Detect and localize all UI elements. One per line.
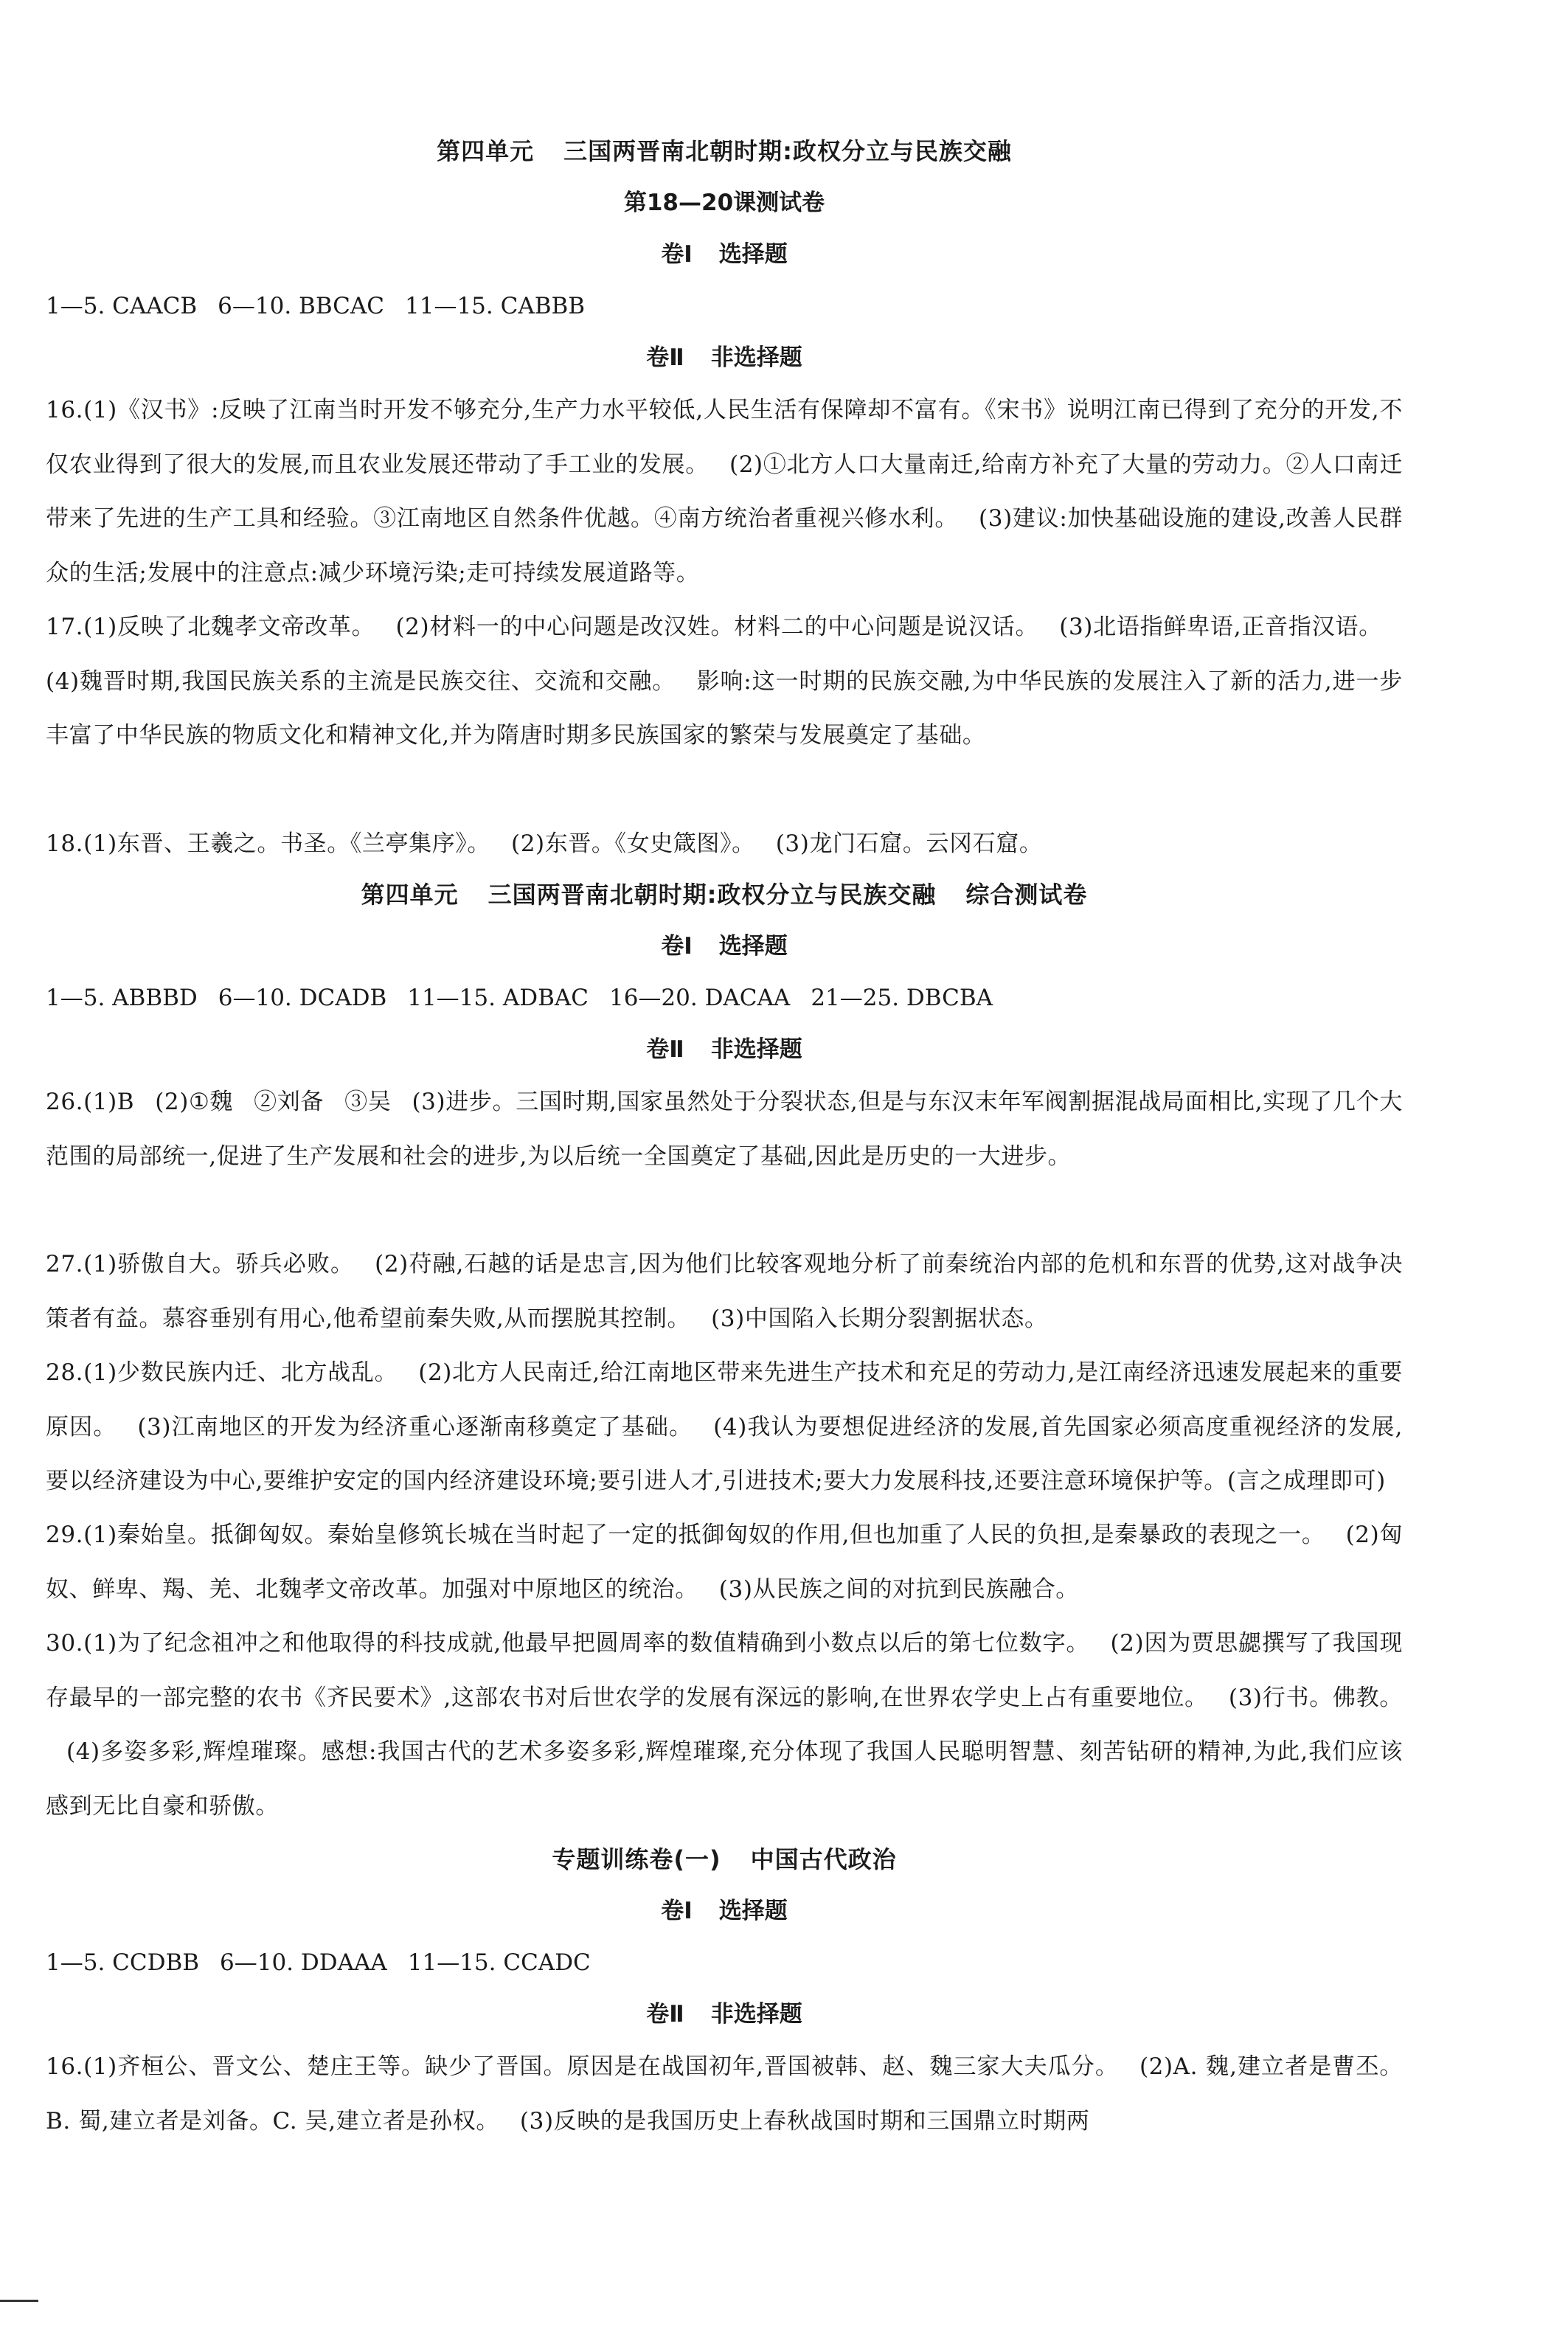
answer-text: 27.(1)骄傲自大。骄兵必败。 (46, 1251, 355, 1277)
answer-group: 11—15. CABBB (405, 293, 586, 319)
paper-title: 专题训练卷(一) (552, 1845, 721, 1873)
answer-text: 28.(1)少数民族内迁、北方战乱。 (46, 1359, 398, 1386)
choice-answers (46, 1937, 1403, 1988)
part-name: 非选择题 (710, 2001, 802, 2028)
answer-group: 1—5. CAACB (46, 293, 198, 319)
answer-text: 影响:这一时期的民族交融,为中华民族的发展注入了新的活力,进一步丰富了中华民族的物质文化和精神文化,并为隋唐时期多民族国家的繁荣与发展奠定了基础。 (46, 667, 1403, 749)
part2-heading (46, 1024, 1403, 1075)
part1-heading (46, 1885, 1403, 1937)
question-26 (46, 1075, 1403, 1238)
paper-title: 第18—20课测试卷 (623, 190, 825, 216)
answer-text: (2)材料一的中心问题是改汉姓。材料二的中心问题是说汉话。 (395, 614, 1039, 640)
answer-group: 6—10. DCADB (218, 985, 387, 1011)
answer-text: (2)北方人民南迁,给江南地区带来先进生产技术和充足的劳动力,是江南经济迅速发展起来的重要原因。 (46, 1359, 1403, 1440)
answer-text: (3)建议:加快基础设施的建设,改善人民群众的生活;发展中的注意点:减少环境污染;走可持续发展道路等。 (46, 505, 1403, 586)
answer-text: 18.(1)东晋、王羲之。书圣。《兰亭集序》。 (46, 830, 491, 857)
part-name: 选择题 (718, 1898, 788, 1924)
unit-title: 三国两晋南北朝时期:政权分立与民族交融 (488, 881, 937, 909)
answer-text: (2)苻融,石越的话是忠言,因为他们比较客观地分析了前秦统治内部的危机和东晋的优势,这对战争决策者有益。慕容垂别有用心,他希望前秦失败,从而摆脱其控制。 (46, 1251, 1404, 1332)
answer-text: (2)①北方人口大量南迁,给南方补充了大量的劳动力。②人口南迁带来了先进的生产工具和经验。③江南地区自然条件优越。④南方统治者重视兴修水利。 (46, 451, 1403, 532)
part1-heading (46, 920, 1403, 972)
answer-group: 6—10. DDAAA (220, 1949, 387, 1976)
topic-title: 中国古代政治 (750, 1845, 897, 1873)
answer-group: 11—15. ADBAC (407, 985, 589, 1011)
answer-group: 6—10. BBCAC (218, 293, 384, 319)
part-name: 非选择题 (710, 1036, 802, 1063)
answer-text: (2)①魏 (155, 1089, 234, 1115)
question-27 (46, 1238, 1403, 1346)
topic1-heading (46, 1834, 1403, 1885)
part1-heading (46, 229, 1403, 280)
unit4-heading (46, 125, 1403, 177)
unit-label: 第四单元 (437, 137, 535, 165)
answer-text: ③吴 (344, 1089, 392, 1115)
answer-text: (4)我认为要想促进经济的发展,首先国家必须高度重视经济的发展,要以经济建设为中心,要维护安定的国内经济建设环境;要引进人才,引进技术;要大力发展科技,还要注意环境保护等。(言之成理即可) (46, 1413, 1403, 1494)
answer-group: 21—25. DBCBA (811, 985, 993, 1011)
answer-text: (2)匈奴、鲜卑、羯、羌、北魏孝文帝改革。加强对中原地区的统治。 (46, 1522, 1403, 1603)
question-29 (46, 1508, 1403, 1617)
part-vol: 卷Ⅰ (661, 1898, 693, 1924)
page-edge-rule (0, 2300, 38, 2302)
unit-title: 三国两晋南北朝时期:政权分立与民族交融 (563, 137, 1012, 165)
answer-text: (3)进步。三国时期,国家虽然处于分裂状态,但是与东汉末年军阀割据混战局面相比,实现了几个大范围的局部统一,促进了生产发展和社会的进步,为以后统一全国奠定了基础,因此是历史的一大进步。 (46, 1089, 1403, 1170)
answer-text: 30.(1)为了纪念祖冲之和他取得的科技成就,他最早把圆周率的数值精确到小数点以后的第七位数字。 (46, 1630, 1090, 1657)
answer-text: 16.(1)《汉书》:反映了江南当时开发不够充分,生产力水平较低,人民生活有保障却不富有。《宋书》说明江南已得到了充分的开发,不仅农业得到了很大的发展,而且农业发展还带动了手工业的发展。 (46, 397, 1403, 478)
answer-group: 11—15. CCADC (407, 1949, 591, 1976)
question-16 (46, 2040, 1403, 2148)
answer-page (46, 125, 1403, 2148)
part-name: 选择题 (718, 933, 788, 960)
answer-text: (2)东晋。《女史箴图》。 (511, 830, 755, 857)
answer-group: 1—5. ABBBD (46, 985, 198, 1011)
answer-text: 29.(1)秦始皇。抵御匈奴。秦始皇修筑长城在当时起了一定的抵御匈奴的作用,但也加重了人民的负担,是秦暴政的表现之一。 (46, 1522, 1325, 1548)
question-16 (46, 384, 1403, 600)
answer-text: 26.(1)B (46, 1089, 135, 1115)
question-30 (46, 1617, 1403, 1834)
answer-text: ②刘备 (254, 1089, 325, 1115)
answer-text: (3)反映的是我国历史上春秋战国时期和三国鼎立时期两 (519, 2107, 1090, 2134)
answer-text: (3)江南地区的开发为经济重心逐渐南移奠定了基础。 (137, 1413, 693, 1440)
part-vol: 卷Ⅱ (646, 2001, 684, 2028)
question-17 (46, 600, 1403, 817)
choice-answers (46, 972, 1403, 1024)
part-name: 非选择题 (710, 344, 802, 371)
part-name: 选择题 (718, 241, 788, 268)
choice-answers (46, 280, 1403, 332)
part2-heading (46, 1988, 1403, 2040)
part2-heading (46, 332, 1403, 384)
answer-text: (3)从民族之间的对抗到民族融合。 (718, 1575, 1079, 1603)
answer-group: 1—5. CCDBB (46, 1949, 200, 1976)
paper-title: 综合测试卷 (965, 881, 1088, 909)
answer-text: (3)行书。佛教。 (1228, 1684, 1403, 1711)
part-vol: 卷Ⅱ (646, 344, 684, 371)
answer-text: (3)龙门石窟。云冈石窟。 (775, 830, 1043, 857)
answer-text: 17.(1)反映了北魏孝文帝改革。 (46, 614, 375, 640)
answer-text: (2)A. 魏,建立者是曹丕。B. 蜀,建立者是刘备。C. 吴,建立者是孙权。 (46, 2053, 1403, 2134)
part-vol: 卷Ⅰ (661, 241, 693, 268)
answer-text: (3)中国陷入长期分裂割据状态。 (711, 1305, 1048, 1332)
question-18 (46, 817, 1403, 869)
unit-label: 第四单元 (361, 881, 459, 909)
answer-text: (4)魏晋时期,我国民族关系的主流是民族交往、交流和交融。 (46, 667, 676, 695)
answer-group: 16—20. DACAA (608, 985, 791, 1011)
unit4-comprehensive-heading (46, 869, 1403, 920)
question-28 (46, 1346, 1403, 1508)
answer-text: (2)因为贾思勰撰写了我国现存最早的一部完整的农书《齐民要术》,这部农书对后世农学的发展有深远的影响,在世界农学史上占有重要地位。 (46, 1630, 1403, 1711)
part-vol: 卷Ⅱ (646, 1036, 684, 1063)
answer-text: 16.(1)齐桓公、晋文公、楚庄王等。缺少了晋国。原因是在战国初年,晋国被韩、赵、魏三家大夫瓜分。 (46, 2053, 1119, 2080)
answer-text: (4)多姿多彩,辉煌璀璨。感想:我国古代的艺术多姿多彩,辉煌璀璨,充分体现了我国人民聪明智慧、刻苦钻研的精神,为此,我们应该感到无比自豪和骄傲。 (46, 1738, 1403, 1820)
answer-text: (3)北语指鲜卑语,正音指汉语。 (1059, 614, 1382, 640)
part-vol: 卷Ⅰ (661, 933, 693, 960)
